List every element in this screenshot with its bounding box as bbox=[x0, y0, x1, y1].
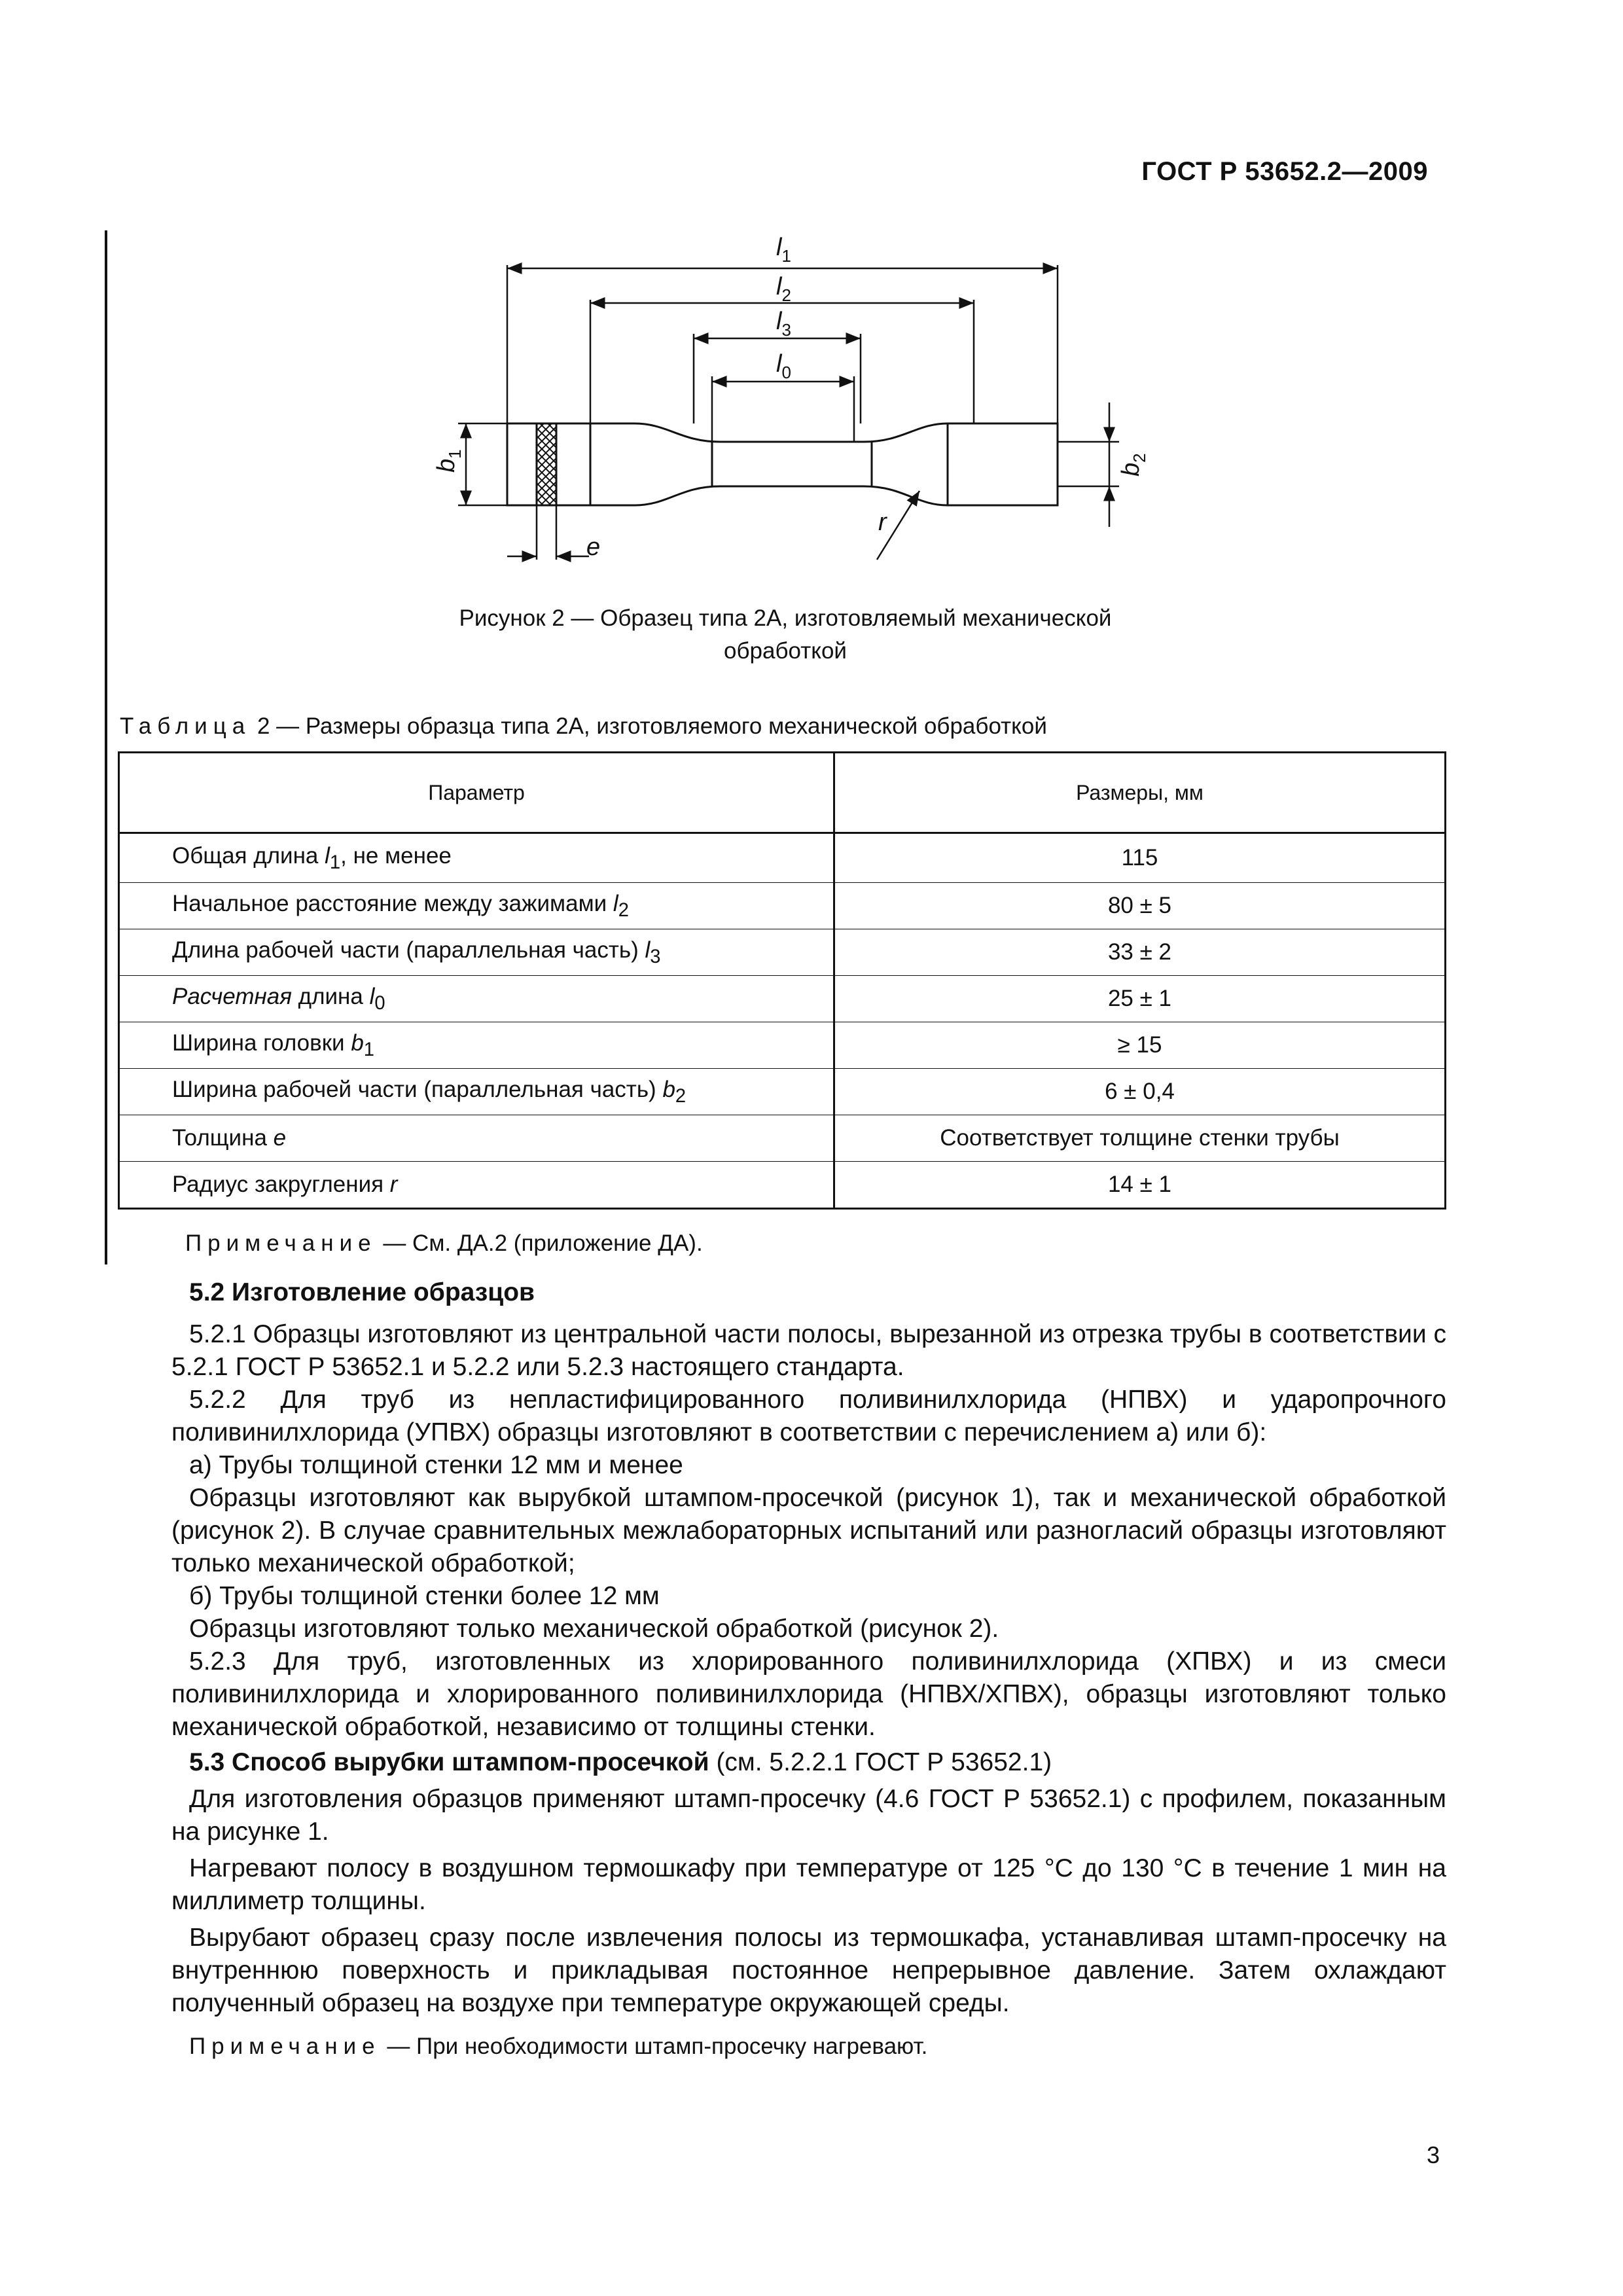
para-5-3-3: Вырубают образец сразу после извлечения полосы из термошкафа, устанавливая штамп-просечку на внутреннюю поверхность и прикладывая постоянное непрерывное давление. Затем охлаждают полученный образец на воздухе при температуре окружающей среды. bbox=[171, 1924, 1446, 2017]
item-b-text: Образцы изготовляют только механической обработкой (рисунок 2). bbox=[189, 1615, 999, 1643]
heading-5-2: 5.2 Изготовление образцов bbox=[189, 1278, 535, 1306]
table-row: Расчетная длина $l_0$ 25 ± 1 bbox=[119, 976, 1446, 1022]
section-note: Примечание — При необходимости штамп-просечку нагревают. bbox=[189, 2034, 928, 2059]
col-header-param: Параметр bbox=[119, 753, 834, 833]
item-b: б) Трубы толщиной стенки более 12 мм bbox=[189, 1582, 660, 1610]
table-row: Начальное расстояние между зажимами $l_2$ 80 ± 5 bbox=[119, 883, 1446, 929]
table-row: Ширина головки $b_1$ ≥ 15 bbox=[119, 1022, 1446, 1069]
para-5-2-3: 5.2.3 Для труб, изготовленных из хлорированного поливинилхлорида (ХПВХ) и из смеси поливинилхлорида и хлорированного поливинилхлорида (НПВХ/ХПВХ), образцы изготовляют только механической обработкой, независимо от толщины стенки. bbox=[171, 1647, 1446, 1741]
specimen-figure bbox=[393, 229, 1178, 596]
figure-caption: Рисунок 2 — Образец типа 2А, изготовляемый механической обработкой bbox=[459, 605, 1112, 664]
label-l1: $l_1$ bbox=[776, 234, 791, 266]
para-5-3-1: Для изготовления образцов применяют штамп-просечку (4.6 ГОСТ Р 53652.1) с профилем, показанным на рисунке 1. bbox=[171, 1785, 1446, 1846]
label-b2: $b_2$ bbox=[1117, 453, 1149, 476]
table-title: Таблица 2 — Размеры образца типа 2А, изготовляемого механической обработкой bbox=[120, 713, 1047, 739]
thickness-hatch bbox=[537, 423, 556, 505]
label-l3: $l_3$ bbox=[776, 308, 791, 340]
item-a-text: Образцы изготовляют как вырубкой штампом-просечкой (рисунок 1), так и механической обработкой (рисунок 2). В случае сравнительных межлабораторных испытаний или разногласий образцы изготовляют только механической обработкой; bbox=[171, 1484, 1446, 1577]
table-row: Длина рабочей части (параллельная часть) $l_3$ 33 ± 2 bbox=[119, 929, 1446, 976]
label-b1: $b_1$ bbox=[433, 449, 465, 473]
change-bar bbox=[105, 230, 107, 1265]
table-row: Ширина рабочей части (параллельная часть) $b_2$ 6 ± 0,4 bbox=[119, 1069, 1446, 1115]
para-5-3-2: Нагревают полосу в воздушном термошкафу при температуре от 125 °С до 130 °С в течение 1 мин на миллиметр толщины. bbox=[171, 1854, 1446, 1915]
para-5-2-2: 5.2.2 Для труб из непластифицированного поливинилхлорида (НПВХ) и ударопрочного поливинилхлорида (УПВХ) образцы изготовляют в соответствии с перечислением а) или б): bbox=[171, 1386, 1446, 1446]
section-5-2 bbox=[171, 1276, 1446, 2063]
col-header-size: Размеры, мм bbox=[834, 753, 1446, 833]
label-l2: $l_2$ bbox=[776, 273, 791, 305]
item-a: а) Трубы толщиной стенки 12 мм и менее bbox=[189, 1451, 683, 1479]
para-5-2-1: 5.2.1 Образцы изготовляют из центральной части полосы, вырезанной из отрезка трубы в соответствии с 5.2.1 ГОСТ Р 53652.1 и 5.2.2 или 5.2.3 настоящего стандарта. bbox=[171, 1320, 1446, 1381]
label-l0: $l_0$ bbox=[776, 350, 791, 382]
heading-5-3: 5.3 Способ вырубки штампом-просечкой (см. 5.2.2.1 ГОСТ Р 53652.1) bbox=[189, 1748, 1052, 1776]
page-number: 3 bbox=[1426, 2142, 1440, 2168]
table-row: Общая длина $l_1$, не менее 115 bbox=[119, 833, 1446, 883]
table-row: Толщина e Соответствует толщине стенки трубы bbox=[119, 1115, 1446, 1162]
label-e: e bbox=[586, 533, 601, 561]
dimensions-table bbox=[118, 751, 1446, 1210]
label-r: r bbox=[878, 509, 887, 536]
table-row: Радиус закругления r 14 ± 1 bbox=[119, 1162, 1446, 1209]
table-note: Примечание — См. ДА.2 (приложение ДА). bbox=[185, 1230, 703, 1256]
document-code: ГОСТ Р 53652.2—2009 bbox=[1141, 157, 1428, 186]
